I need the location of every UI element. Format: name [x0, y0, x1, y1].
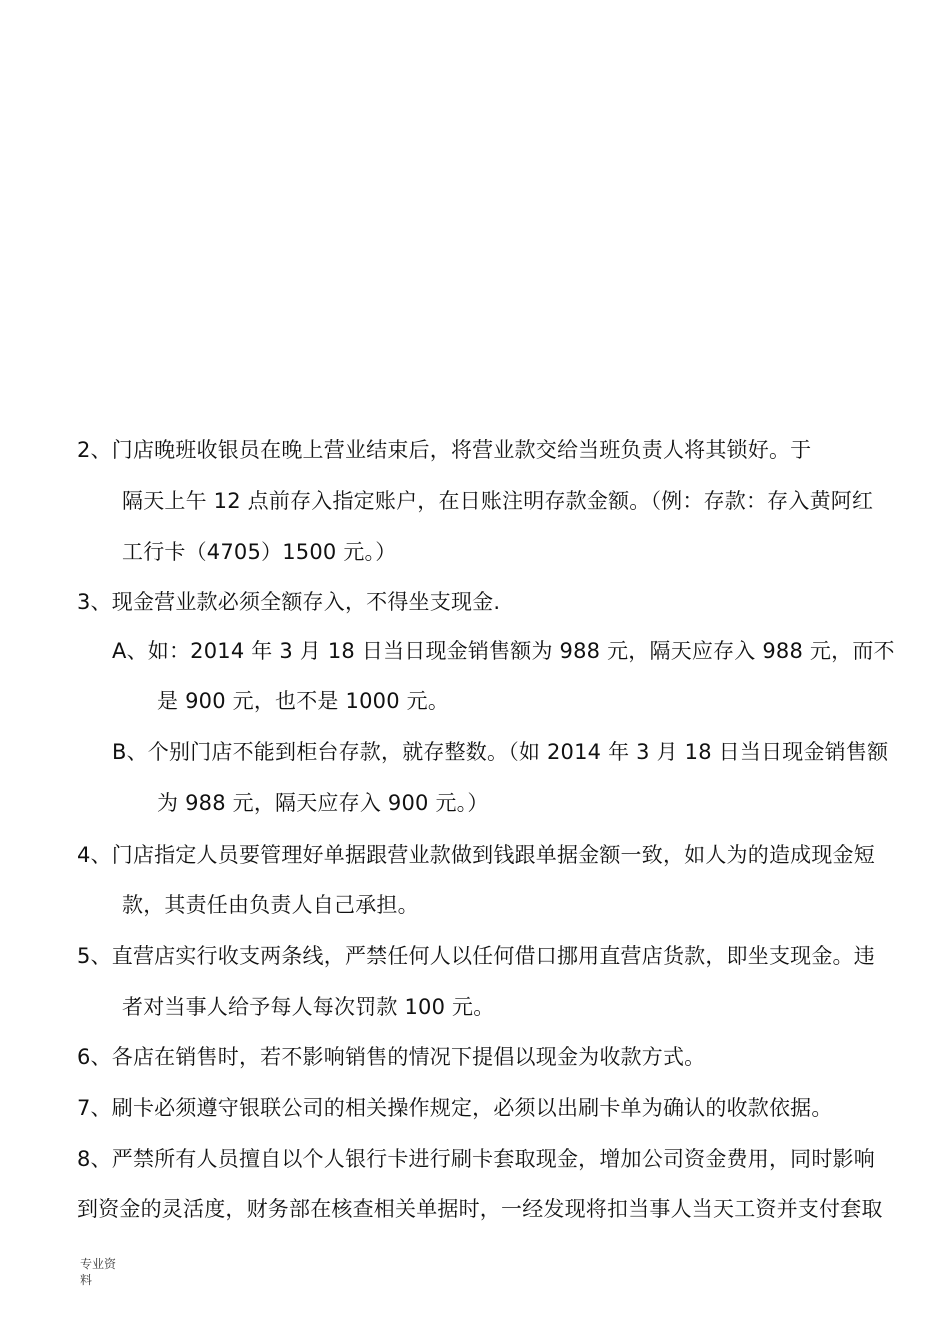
footer-line-1: 专业资: [80, 1257, 117, 1271]
item-3b-line-1: B、个别门店不能到柜台存款，就存整数。（如 2014 年 3 月 18 日当日现金销售额: [112, 740, 889, 764]
footer-label: [80, 1256, 116, 1288]
item-5-line-2: 者对当事人给予每人每次罚款 100 元。: [122, 995, 495, 1019]
item-3a-line-2: 是 900 元，也不是 1000 元。: [157, 689, 450, 713]
item-4-line-2: 款，其责任由负责人自己承担。: [122, 893, 419, 917]
item-2-line-1: 2、门店晚班收银员在晚上营业结束后，将营业款交给当班负责人将其锁好。于: [77, 438, 812, 462]
item-4-line-1: 4、门店指定人员要管理好单据跟营业款做到钱跟单据金额一致，如人为的造成现金短: [77, 843, 875, 867]
item-3b-line-2: 为 988 元，隔天应存入 900 元。）: [157, 791, 489, 815]
item-2-line-3: 工行卡（4705）1500 元。）: [122, 540, 397, 564]
item-3-line-1: 3、现金营业款必须全额存入，不得坐支现金.: [77, 590, 501, 614]
item-5-line-1: 5、直营店实行收支两条线，严禁任何人以任何借口挪用直营店货款，即坐支现金。违: [77, 944, 875, 968]
item-3a-line-1: A、如：2014 年 3 月 18 日当日现金销售额为 988 元，隔天应存入 988 元，而不: [112, 639, 895, 663]
item-6-line-1: 6、各店在销售时，若不影响销售的情况下提倡以现金为收款方式。: [77, 1045, 706, 1069]
item-8-line-2: 到资金的灵活度，财务部在核查相关单据时，一经发现将扣当事人当天工资并支付套取: [77, 1197, 883, 1221]
item-7-line-1: 7、刷卡必须遵守银联公司的相关操作规定，必须以出刷卡单为确认的收款依据。: [77, 1096, 833, 1120]
item-8-line-1: 8、严禁所有人员擅自以个人银行卡进行刷卡套取现金，增加公司资金费用，同时影响: [77, 1147, 875, 1171]
item-2-line-2: 隔天上午 12 点前存入指定账户，在日账注明存款金额。（例：存款：存入黄阿红: [122, 489, 874, 513]
footer-line-2: 料: [80, 1273, 93, 1287]
